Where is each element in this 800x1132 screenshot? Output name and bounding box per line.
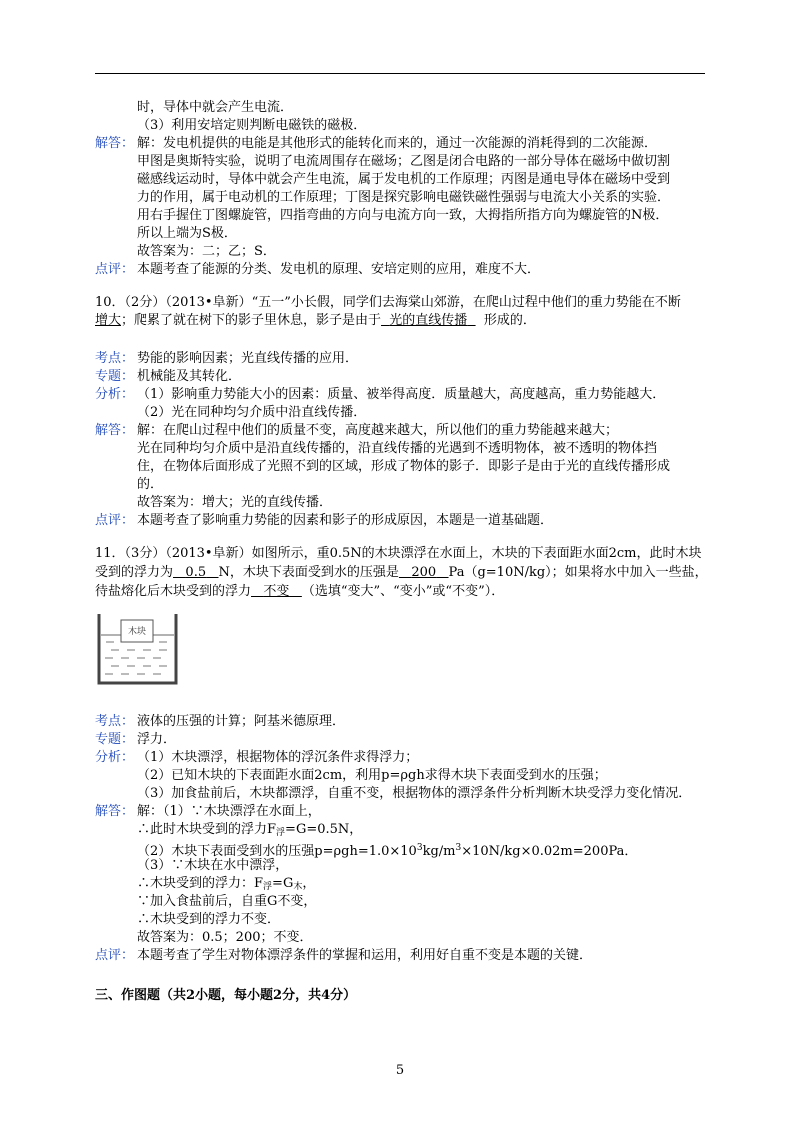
- text-line: 本题考查了学生对物体漂浮条件的掌握和运用，利用好自重不变是本题的关键．: [137, 948, 593, 963]
- page-number: 5: [395, 1063, 405, 1078]
- text-line: 时，导体中就会产生电流．: [137, 100, 294, 115]
- text-line: 解：发电机提供的电能是其他形式的能转化而来的，通过一次能源的消耗得到的二次能源．: [137, 136, 658, 151]
- question-11-stem-3: 待盐熔化后木块受到的浮力 不变 （选填“变大”、“变小”或“不变”）．: [95, 584, 505, 599]
- section-heading: 三、作图题（共2小题，每小题2分，共4分）: [95, 988, 357, 1003]
- fenxi-label: 分析：: [95, 387, 135, 402]
- answer-label: 解答：: [95, 804, 135, 819]
- text-line: 磁感线运动时，导体中就会产生电流，属于发电机的工作原理；丙图是通电导体在磁场中受到: [137, 172, 671, 187]
- answer-blank: 增大: [95, 313, 122, 328]
- comment-label: 点评：: [95, 948, 135, 963]
- text-line: 解：在爬山过程中他们的质量不变，高度越来越大，所以他们的重力势能越来越大；: [137, 423, 619, 438]
- text-line: ∴木块受到的浮力不变．: [137, 912, 281, 927]
- kaodian-label: 考点：: [95, 714, 135, 729]
- text-line: 故答案为：二；乙；S．: [137, 244, 276, 259]
- header-rule: [95, 73, 705, 74]
- text-line: 故答案为：增大；光的直线传播．: [137, 495, 333, 510]
- text-line: 用右手握住丁图螺旋管，四指弯曲的方向与电流方向一致，大拇指所指方向为螺旋管的N极．: [137, 208, 669, 223]
- comment-label: 点评：: [95, 262, 135, 277]
- text-line: （2）木块下表面受到水的压强$p=\rho gh=1.0\times 10^3kg/m^3\times 10N/kg\times 0.02m=200Pa$．: [137, 843, 638, 859]
- text-line: ∵加入食盐前后，自重G不变，: [137, 894, 317, 909]
- text-line: 所以上端为S极．: [137, 226, 237, 241]
- question-11-stem: 11．（3分）（2013•阜新）如图所示，重0.5N的木块漂浮在水面上，木块的下表面距水面2cm，此时木块: [95, 546, 702, 561]
- answer-label: 解答：: [95, 136, 135, 151]
- answer-label: 解答：: [95, 423, 135, 438]
- text-line: 住，在物体后面形成了光照不到的区域，形成了物体的影子．即影子是由于光的直线传播形成: [137, 459, 671, 474]
- comment-label: 点评：: [95, 513, 135, 528]
- answer-blank: 不变: [263, 584, 290, 599]
- text-line: 本题考查了影响重力势能的因素和影子的形成原因，本题是一道基础题．: [137, 513, 554, 528]
- zhuanti-label: 专题：: [95, 732, 135, 747]
- block-label: 木块: [127, 627, 147, 637]
- question-10-stem: 10．（2分）（2013•阜新）“五一”小长假，同学们去海棠山郊游，在爬山过程中他们的重力势能在不断: [95, 295, 681, 310]
- answer-blank: 光的直线传播: [389, 313, 468, 328]
- text-line: （2）已知木块的下表面距水面2cm，利用p=ρgh求得木块下表面受到水的压强；: [137, 768, 607, 783]
- text-line: （3）加食盐前后，木块都漂浮，自重不变，根据物体的漂浮条件分析判断木块受浮力变化情况．: [137, 786, 692, 801]
- text-line: （1）影响重力势能大小的因素：质量、被举得高度．质量越大，高度越高，重力势能越大．: [137, 387, 666, 402]
- kaodian-label: 考点：: [95, 351, 135, 366]
- text-line: （3）∵木块在水中漂浮，: [137, 858, 289, 873]
- text-line: 解：（1）∵木块漂浮在水面上，: [137, 804, 321, 819]
- text-line: 浮力．: [137, 732, 177, 747]
- zhuanti-label: 专题：: [95, 369, 135, 384]
- text-line: 的．: [137, 477, 164, 492]
- text-line: ∴木块受到的浮力：$F_浮=G_木$，: [137, 876, 316, 892]
- text-line: （2）光在同种均匀介质中沿直线传播．: [137, 405, 367, 420]
- text-line: 本题考查了能源的分类、发电机的原理、安培定则的应用，难度不大．: [137, 262, 541, 277]
- text-line: 势能的影响因素；光直线传播的应用．: [137, 351, 359, 366]
- beaker-figure: [97, 612, 179, 686]
- question-11-stem-2: 受到的浮力为 0.5 N，木块下表面受到水的压强是 200 Pa（g=10N/kg）；如果将水中加入一些盐，: [95, 565, 708, 580]
- answer-blank: 0.5: [185, 565, 207, 580]
- text-line: 液体的压强的计算；阿基米德原理．: [137, 714, 346, 729]
- text-line: 甲图是奥斯特实验，说明了电流周围存在磁场；乙图是闭合电路的一部分导体在磁场中做切割: [137, 154, 671, 169]
- fenxi-label: 分析：: [95, 750, 135, 765]
- answer-blank: 200: [411, 565, 437, 580]
- text-line: 故答案为：0.5；200；不变．: [137, 930, 313, 945]
- text-line: （3）利用安培定则判断电磁铁的磁极．: [137, 118, 367, 133]
- text-line: （1）木块漂浮，根据物体的浮沉条件求得浮力；: [137, 750, 419, 765]
- text-line: 力的作用，属于电动机的工作原理；丁图是探究影响电磁铁磁性强弱与电流大小关系的实验．: [137, 190, 671, 205]
- question-10-stem-2: 增大；爬累了就在树下的影子里休息，影子是由于 光的直线传播 形成的．: [95, 313, 536, 328]
- text-line: ∴此时木块受到的浮力$F_浮=G=0.5N$，: [137, 822, 363, 838]
- text-line: 机械能及其转化．: [137, 369, 242, 384]
- text-line: 光在同种均匀介质中是沿直线传播的，沿直线传播的光遇到不透明物体，被不透明的物体挡: [137, 441, 658, 456]
